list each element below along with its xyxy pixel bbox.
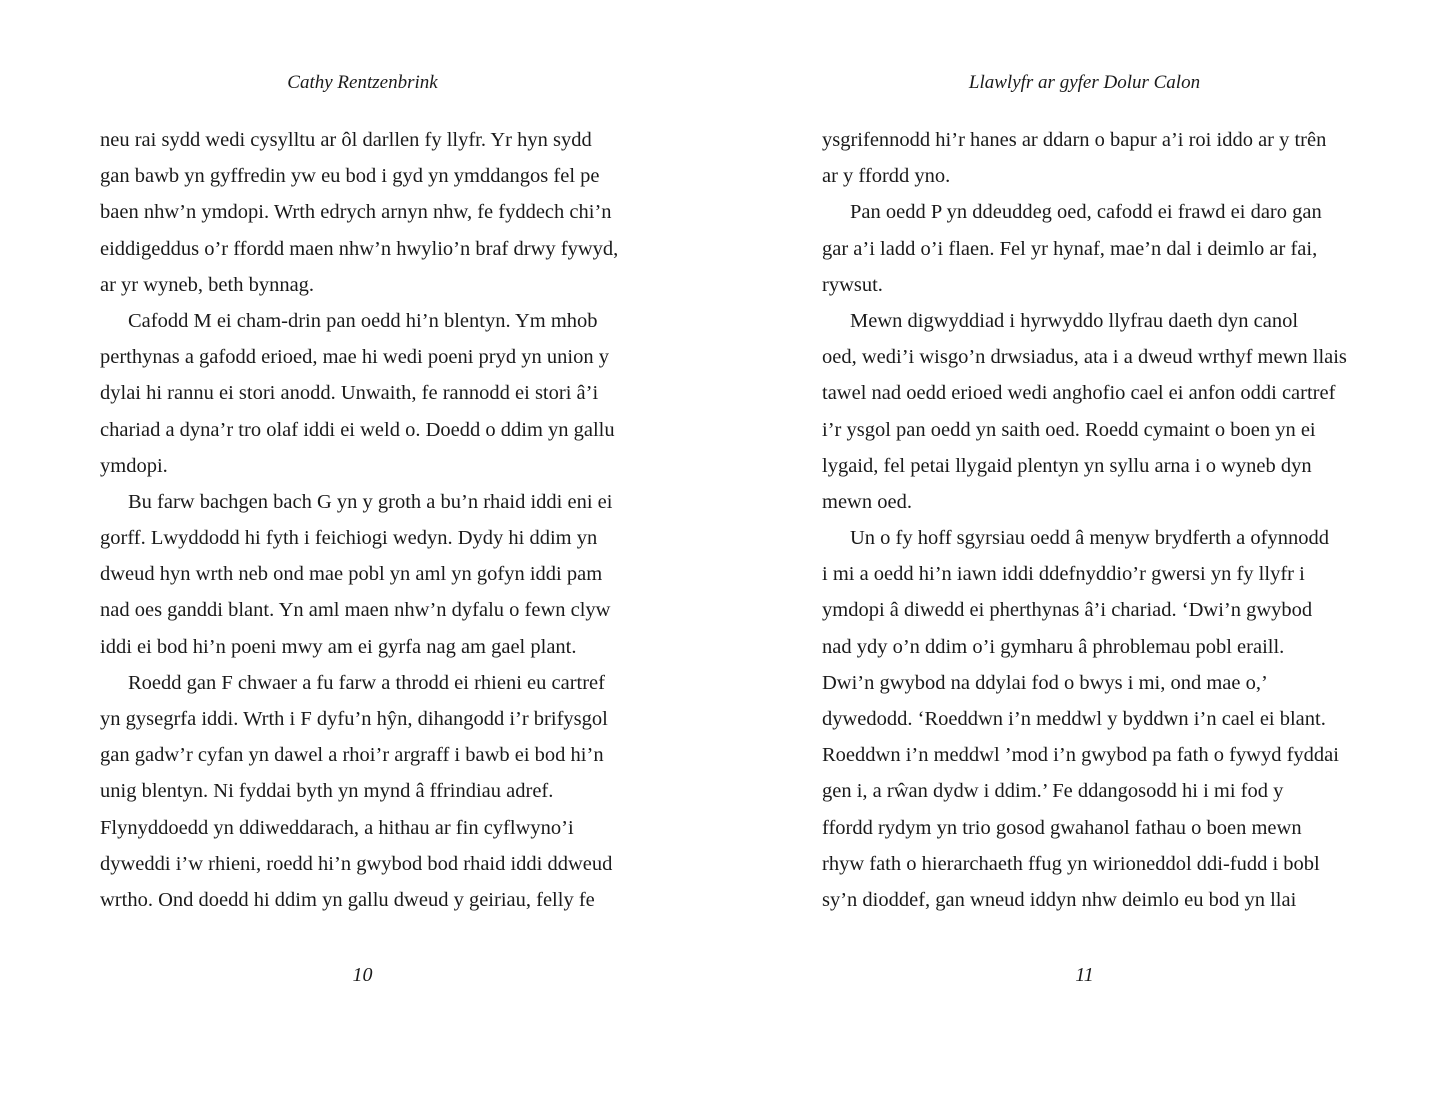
right-page	[722, 0, 1445, 1095]
text-line: sy’n dioddef, gan wneud iddyn nhw deimlo eu bod yn llai	[822, 888, 1297, 911]
text-line: lygaid, fel petai llygaid plentyn yn syllu arna i o wyneb dyn	[822, 454, 1312, 477]
text-line: oed, wedi’i wisgo’n drwsiadus, ata i a dweud wrthyf mewn llais	[822, 346, 1347, 369]
text-line: Mewn digwyddiad i hyrwyddo llyfrau daeth dyn canol	[850, 309, 1299, 332]
text-line: gen i, a rŵan dydw i ddim.’ Fe ddangosodd hi i mi fod y	[822, 780, 1284, 803]
text-line: nad oes ganddi blant. Yn aml maen nhw’n dyfalu o fewn clyw	[100, 599, 611, 622]
left-body-text	[100, 122, 630, 918]
text-line: Pan oedd P yn ddeuddeg oed, cafodd ei frawd ei daro gan	[850, 201, 1322, 224]
text-line: gorff. Lwyddodd hi fyth i feichiogi wedyn. Dydy hi ddim yn	[100, 527, 598, 550]
right-page-number: 11	[1075, 964, 1094, 986]
text-line: eiddigeddus o’r ffordd maen nhw’n hwylio’n braf drwy fywyd,	[100, 237, 619, 260]
text-line: gar a’i ladd o’i flaen. Fel yr hynaf, mae’n dal i deimlo ar fai,	[822, 237, 1318, 260]
text-line: yn gysegrfa iddi. Wrth i F dyfu’n hŷn, dihangodd i’r brifysgol	[100, 708, 608, 730]
left-running-head: Cathy Rentzenbrink	[287, 72, 438, 93]
text-line: ar y ffordd yno.	[822, 165, 951, 188]
left-page-number: 10	[352, 964, 373, 986]
text-line: Roeddwn i’n meddwl ’mod i’n gwybod pa fath o fywyd fyddai	[822, 744, 1339, 767]
text-line: dyweddi i’w rhieni, roedd hi’n gwybod bod rhaid iddi ddweud	[100, 852, 613, 875]
text-line: rywsut.	[822, 273, 883, 296]
text-line: nad ydy o’n ddim o’i gymharu â phroblemau pobl eraill.	[822, 635, 1285, 658]
right-running-head: Llawlyfr ar gyfer Dolur Calon	[968, 72, 1201, 93]
text-line: ymdopi.	[100, 454, 168, 477]
text-line: chariad a dyna’r tro olaf iddi ei weld o. Doedd o ddim yn gallu	[100, 418, 615, 441]
text-line: Cafodd M ei cham-drin pan oedd hi’n blentyn. Ym mhob	[128, 309, 598, 332]
text-line: ffordd rydym yn trio gosod gwahanol fathau o boen mewn	[822, 816, 1302, 839]
text-line: rhyw fath o hierarchaeth ffug yn wirioneddol ddi-fudd i bobl	[822, 852, 1320, 875]
text-line: mewn oed.	[822, 490, 912, 513]
text-line: neu rai sydd wedi cysylltu ar ôl darllen fy llyfr. Yr hyn sydd	[100, 129, 592, 151]
text-line: tawel nad oedd erioed wedi anghofio cael ei anfon oddi cartref	[822, 382, 1336, 405]
text-line: perthynas a gafodd erioed, mae hi wedi poeni pryd yn union y	[100, 346, 609, 369]
text-line: Dwi’n gwybod na ddylai fod o bwys i mi, ond mae o,’	[822, 671, 1268, 694]
text-line: i mi a oedd hi’n iawn iddi ddefnyddio’r gwersi yn fy llyfr i	[822, 563, 1305, 586]
text-line: dweud hyn wrth neb ond mae pobl yn aml yn gofyn iddi pam	[100, 563, 603, 586]
right-body-text	[822, 122, 1352, 918]
text-line: gan bawb yn gyffredin yw eu bod i gyd yn ymddangos fel pe	[100, 165, 600, 188]
text-line: Roedd gan F chwaer a fu farw a throdd ei rhieni eu cartref	[128, 671, 605, 694]
text-line: i’r ysgol pan oedd yn saith oed. Roedd cymaint o boen yn ei	[822, 418, 1316, 441]
text-line: dywedodd. ‘Roeddwn i’n meddwl y byddwn i’n cael ei blant.	[822, 708, 1326, 730]
text-line: ysgrifennodd hi’r hanes ar ddarn o bapur a’i roi iddo ar y trên	[822, 129, 1327, 151]
left-page	[0, 0, 722, 1095]
text-line: baen nhw’n ymdopi. Wrth edrych arnyn nhw, fe fyddech chi’n	[100, 201, 612, 224]
text-line: iddi ei bod hi’n poeni mwy am ei gyrfa nag am gael plant.	[100, 635, 577, 658]
text-line: Flynyddoedd yn ddiweddarach, a hithau ar fin cyflwyno’i	[100, 816, 574, 839]
text-line: ar yr wyneb, beth bynnag.	[100, 273, 315, 296]
text-line: wrtho. Ond doedd hi ddim yn gallu dweud y geiriau, felly fe	[100, 888, 595, 911]
text-line: Un o fy hoff sgyrsiau oedd â menyw brydferth a ofynnodd	[850, 527, 1329, 550]
text-line: dylai hi rannu ei stori anodd. Unwaith, fe rannodd ei stori â’i	[100, 382, 599, 405]
text-line: gan gadw’r cyfan yn dawel a rhoi’r argraff i bawb ei bod hi’n	[100, 744, 604, 767]
text-line: ymdopi â diwedd ei pherthynas â’i chariad. ‘Dwi’n gwybod	[822, 599, 1313, 622]
text-line: Bu farw bachgen bach G yn y groth a bu’n rhaid iddi eni ei	[128, 490, 613, 513]
text-line: unig blentyn. Ni fyddai byth yn mynd â ffrindiau adref.	[100, 780, 554, 803]
